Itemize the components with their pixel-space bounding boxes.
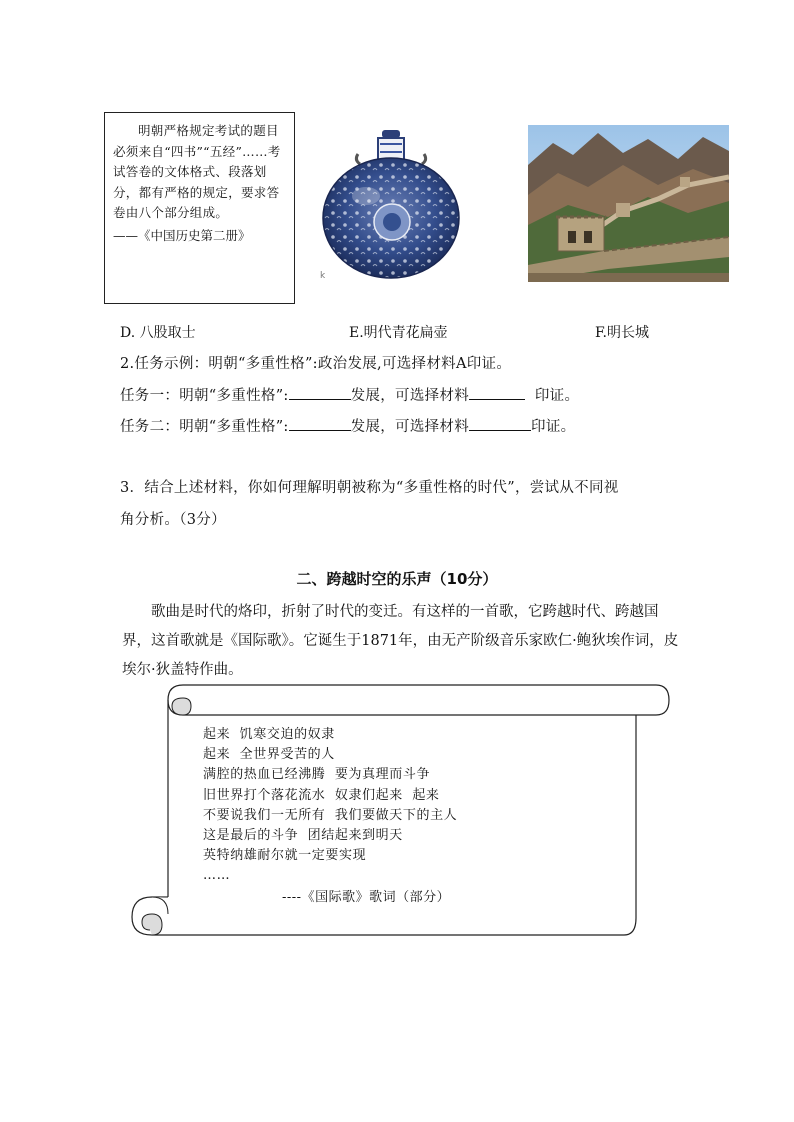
- lyrics-line: ……: [203, 868, 231, 884]
- task-one-mid: 发展，可选择材料: [350, 388, 470, 404]
- task-example: 2.任务示例：明朝“多重性格”:政治发展,可选择材料A印证。: [120, 356, 512, 372]
- task-one: [120, 384, 579, 405]
- lyrics-line: 起来 饥寒交迫的奴隶: [203, 727, 335, 742]
- task-two-suffix: 印证。: [531, 419, 576, 435]
- task-one-prefix: 任务一：明朝“多重性格”:: [120, 388, 289, 404]
- material-d-source: ——《中国历史第二册》: [113, 227, 251, 243]
- task-one-suffix: 印证。: [534, 388, 580, 404]
- task-two-prefix: 任务二：明朝“多重性格”:: [120, 419, 289, 435]
- question-3-line-1: 3．结合上述材料，你如何理解明朝被称为“多重性格的时代”，尝试从不同视: [120, 480, 619, 496]
- caption-d: D. 八股取士: [120, 325, 196, 341]
- caption-e: E.明代青花扁壶: [349, 325, 448, 341]
- lyrics-line: 满腔的热血已经沸腾 要为真理而斗争: [203, 767, 431, 783]
- lyrics-line: 这是最后的斗争 团结起来到明天: [203, 828, 403, 844]
- task-one-blank-1[interactable]: [289, 385, 351, 400]
- section-2-paragraph: 歌曲是时代的烙印，折射了时代的变迁。有这样的一首歌，它跨越时代、跨越国界，这首歌就是《国际歌》。它诞生于1871年，由无产阶级音乐家欧仁·鲍狄埃作词，皮埃尔·狄盖特作曲。: [122, 604, 679, 678]
- svg-text:k: k: [320, 271, 326, 281]
- lyrics-line: 英特纳雄耐尔就一定要实现: [203, 848, 367, 864]
- task-one-blank-2[interactable]: [469, 385, 525, 400]
- lyrics-line: 不要说我们一无所有 我们要做天下的主人: [203, 807, 458, 823]
- task-two: [120, 415, 575, 436]
- section-2-title: 二、跨越时空的乐声（10分）: [296, 570, 498, 588]
- material-d-box: [104, 112, 295, 304]
- lyrics-block: [203, 725, 457, 887]
- ming-flask-image: [318, 126, 462, 286]
- caption-f: F.明长城: [595, 325, 649, 341]
- lyrics-line: 起来 全世界受苦的人: [203, 747, 335, 763]
- lyrics-source: ----《国际歌》歌词（部分）: [282, 890, 451, 905]
- material-d-text: 明朝严格规定考试的题目必须来自“四书”“五经”……考试答卷的文体格式、段落划分，都有严格的规定，要求答卷由八个部分组成。: [113, 123, 281, 220]
- great-wall-image: [528, 125, 729, 282]
- task-two-blank-2[interactable]: [469, 416, 531, 431]
- lyrics-line: 旧世界打个落花流水 奴隶们起来 起来: [203, 787, 440, 803]
- task-two-blank-1[interactable]: [289, 416, 351, 431]
- task-two-mid: 发展，可选择材料: [350, 419, 470, 435]
- question-3-line-2: 角分析。（3分）: [120, 512, 226, 528]
